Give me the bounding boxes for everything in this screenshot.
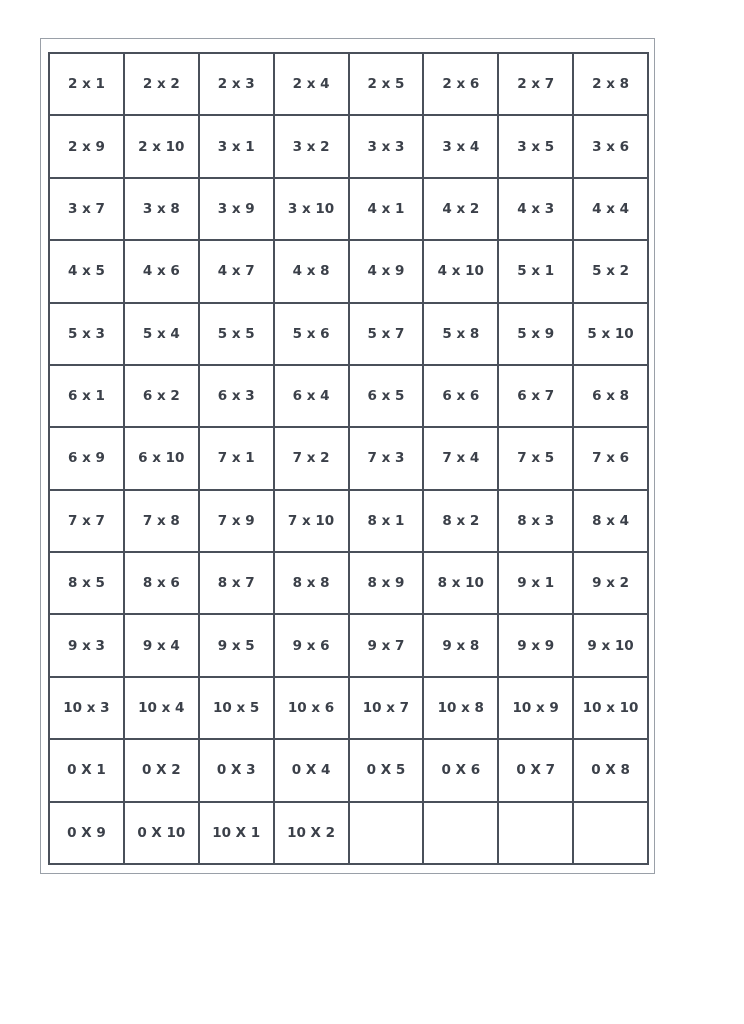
table-row — [49, 552, 648, 614]
fact-cell: 0 X 8 — [573, 739, 648, 801]
fact-cell: 2 x 2 — [124, 53, 199, 115]
fact-cell: 0 X 6 — [423, 739, 498, 801]
fact-cell: 10 x 3 — [49, 677, 124, 739]
fact-cell: 6 x 2 — [124, 365, 199, 427]
fact-cell: 6 x 8 — [573, 365, 648, 427]
empty-cell — [423, 802, 498, 865]
fact-cell: 8 x 6 — [124, 552, 199, 614]
fact-cell: 6 x 9 — [49, 427, 124, 489]
table-row — [49, 614, 648, 676]
fact-cell: 3 x 1 — [199, 115, 274, 177]
fact-cell: 9 x 6 — [274, 614, 349, 676]
fact-cell: 5 x 3 — [49, 303, 124, 365]
fact-cell: 5 x 6 — [274, 303, 349, 365]
fact-cell: 8 x 7 — [199, 552, 274, 614]
table-row — [49, 739, 648, 801]
empty-cell — [573, 802, 648, 865]
fact-cell: 0 X 7 — [498, 739, 573, 801]
fact-cell: 5 x 5 — [199, 303, 274, 365]
fact-cell: 6 x 1 — [49, 365, 124, 427]
fact-cell: 5 x 2 — [573, 240, 648, 302]
empty-cell — [498, 802, 573, 865]
fact-cell: 10 X 2 — [274, 802, 349, 865]
fact-cell: 3 x 5 — [498, 115, 573, 177]
table-row — [49, 178, 648, 240]
fact-cell: 6 x 4 — [274, 365, 349, 427]
table-row — [49, 115, 648, 177]
fact-cell: 3 x 8 — [124, 178, 199, 240]
fact-cell: 9 x 8 — [423, 614, 498, 676]
table-row — [49, 365, 648, 427]
fact-cell: 8 x 8 — [274, 552, 349, 614]
fact-cell: 8 x 3 — [498, 490, 573, 552]
fact-cell: 3 x 10 — [274, 178, 349, 240]
fact-cell: 4 x 1 — [349, 178, 424, 240]
fact-cell: 9 x 1 — [498, 552, 573, 614]
table-row — [49, 303, 648, 365]
fact-cell: 2 x 10 — [124, 115, 199, 177]
fact-cell: 10 x 7 — [349, 677, 424, 739]
fact-cell: 2 x 9 — [49, 115, 124, 177]
fact-cell: 8 x 9 — [349, 552, 424, 614]
fact-cell: 7 x 5 — [498, 427, 573, 489]
fact-cell: 3 x 7 — [49, 178, 124, 240]
fact-cell: 9 x 3 — [49, 614, 124, 676]
fact-cell: 4 x 6 — [124, 240, 199, 302]
fact-cell: 2 x 7 — [498, 53, 573, 115]
fact-cell: 6 x 10 — [124, 427, 199, 489]
fact-cell: 3 x 3 — [349, 115, 424, 177]
fact-cell: 6 x 3 — [199, 365, 274, 427]
fact-cell: 2 x 4 — [274, 53, 349, 115]
fact-cell: 5 x 1 — [498, 240, 573, 302]
fact-cell: 0 X 5 — [349, 739, 424, 801]
fact-cell: 8 x 1 — [349, 490, 424, 552]
fact-cell: 9 x 5 — [199, 614, 274, 676]
fact-cell: 3 x 2 — [274, 115, 349, 177]
fact-cell: 9 x 4 — [124, 614, 199, 676]
table-row — [49, 427, 648, 489]
fact-cell: 0 X 3 — [199, 739, 274, 801]
fact-cell: 2 x 6 — [423, 53, 498, 115]
fact-cell: 7 x 8 — [124, 490, 199, 552]
fact-cell: 7 x 3 — [349, 427, 424, 489]
table-row — [49, 677, 648, 739]
fact-cell: 9 x 9 — [498, 614, 573, 676]
fact-cell: 9 x 2 — [573, 552, 648, 614]
fact-cell: 5 x 7 — [349, 303, 424, 365]
table-row — [49, 802, 648, 865]
table-row — [49, 490, 648, 552]
fact-cell: 3 x 4 — [423, 115, 498, 177]
fact-cell: 4 x 3 — [498, 178, 573, 240]
fact-cell: 6 x 5 — [349, 365, 424, 427]
fact-cell: 7 x 2 — [274, 427, 349, 489]
fact-cell: 5 x 8 — [423, 303, 498, 365]
fact-cell: 0 X 4 — [274, 739, 349, 801]
fact-cell: 4 x 5 — [49, 240, 124, 302]
fact-cell: 5 x 4 — [124, 303, 199, 365]
fact-cell: 0 X 10 — [124, 802, 199, 865]
fact-cell: 4 x 10 — [423, 240, 498, 302]
fact-cell: 4 x 4 — [573, 178, 648, 240]
fact-cell: 2 x 1 — [49, 53, 124, 115]
fact-cell: 4 x 7 — [199, 240, 274, 302]
fact-cell: 9 x 7 — [349, 614, 424, 676]
fact-cell: 7 x 9 — [199, 490, 274, 552]
fact-cell: 4 x 2 — [423, 178, 498, 240]
fact-cell: 8 x 2 — [423, 490, 498, 552]
fact-cell: 7 x 6 — [573, 427, 648, 489]
fact-cell: 3 x 9 — [199, 178, 274, 240]
fact-cell: 10 X 1 — [199, 802, 274, 865]
empty-cell — [349, 802, 424, 865]
fact-cell: 10 x 9 — [498, 677, 573, 739]
fact-cell: 0 X 2 — [124, 739, 199, 801]
fact-cell: 2 x 5 — [349, 53, 424, 115]
fact-cell: 8 x 4 — [573, 490, 648, 552]
fact-cell: 10 x 8 — [423, 677, 498, 739]
fact-cell: 10 x 4 — [124, 677, 199, 739]
fact-cell: 9 x 10 — [573, 614, 648, 676]
fact-cell: 8 x 5 — [49, 552, 124, 614]
fact-cell: 6 x 7 — [498, 365, 573, 427]
multiplication-grid — [48, 52, 649, 865]
fact-cell: 2 x 3 — [199, 53, 274, 115]
fact-cell: 5 x 10 — [573, 303, 648, 365]
fact-cell: 7 x 7 — [49, 490, 124, 552]
fact-cell: 10 x 10 — [573, 677, 648, 739]
fact-cell: 3 x 6 — [573, 115, 648, 177]
fact-cell: 7 x 1 — [199, 427, 274, 489]
fact-cell: 6 x 6 — [423, 365, 498, 427]
fact-cell: 2 x 8 — [573, 53, 648, 115]
fact-cell: 10 x 5 — [199, 677, 274, 739]
fact-cell: 0 X 1 — [49, 739, 124, 801]
fact-cell: 7 x 10 — [274, 490, 349, 552]
fact-cell: 4 x 8 — [274, 240, 349, 302]
fact-cell: 5 x 9 — [498, 303, 573, 365]
fact-cell: 7 x 4 — [423, 427, 498, 489]
fact-cell: 10 x 6 — [274, 677, 349, 739]
fact-cell: 8 x 10 — [423, 552, 498, 614]
table-row — [49, 240, 648, 302]
fact-cell: 4 x 9 — [349, 240, 424, 302]
table-row — [49, 53, 648, 115]
fact-cell: 0 X 9 — [49, 802, 124, 865]
